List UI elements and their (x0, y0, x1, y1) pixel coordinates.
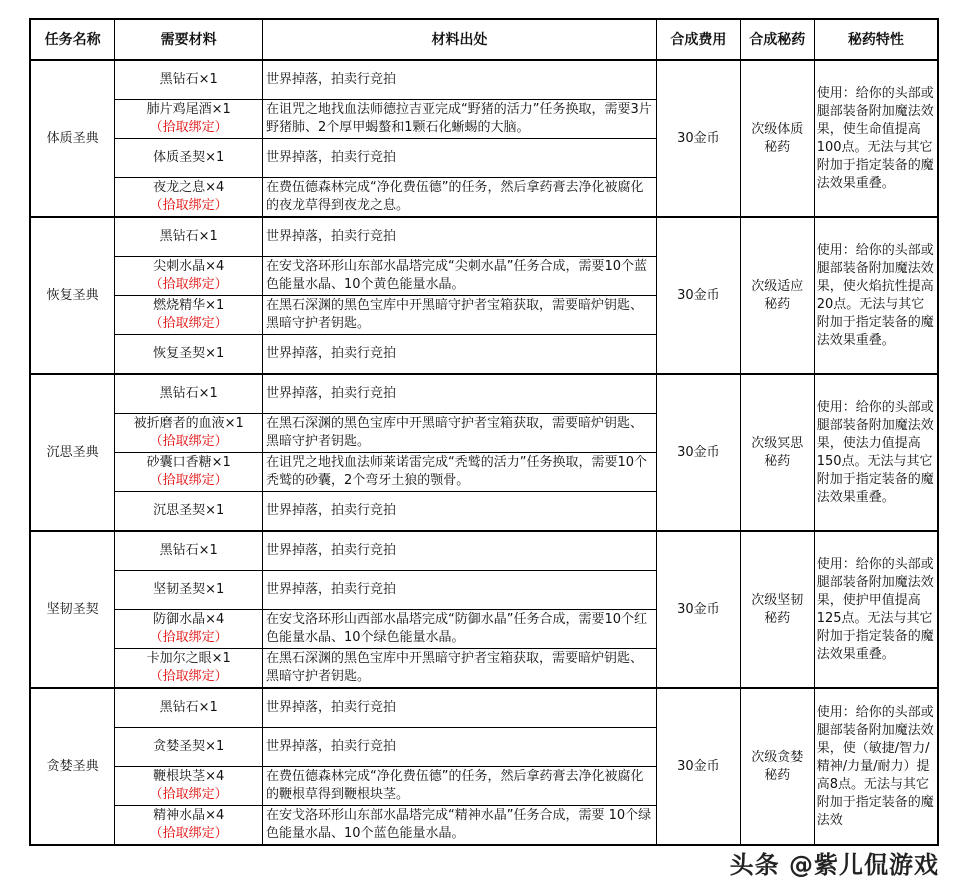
material-name: 防御水晶×4 (153, 612, 225, 627)
material-name: 沉思圣契×1 (153, 503, 225, 518)
material-cell (115, 453, 263, 492)
material-source: 世界掉落，拍卖行竞拍 (262, 728, 656, 767)
task-name: 体质圣典 (30, 60, 115, 217)
material-cell (115, 767, 263, 806)
bind-on-pickup-note: （拾取绑定） (149, 316, 228, 331)
material-name: 砂囊口香糖×1 (146, 455, 231, 470)
table-row (30, 60, 938, 100)
material-source: 在费伍德森林完成“净化费伍德”的任务，然后拿药膏去净化被腐化的夜龙草得到夜龙之息。 (262, 178, 656, 218)
material-name: 尖刺水晶×4 (153, 259, 225, 274)
potion-feature: 使用：给你的头部或腿部装备附加魔法效果，使（敏捷/智力/精神/力量/耐力）提高8点。无法与其它附加于指定装备的魔法效 (814, 688, 938, 845)
header-cost: 合成费用 (657, 19, 741, 60)
material-source: 世界掉落，拍卖行竞拍 (262, 374, 656, 414)
synthesis-cost: 30金币 (657, 60, 741, 217)
material-source: 世界掉落，拍卖行竞拍 (262, 60, 656, 100)
task-name: 坚韧圣契 (30, 531, 115, 688)
material-cell (115, 217, 263, 257)
holy-book-recipe-table (29, 18, 939, 846)
synthesis-cost: 30金币 (657, 531, 741, 688)
material-cell (115, 414, 263, 453)
bind-on-pickup-note: （拾取绑定） (149, 277, 228, 292)
table-row (30, 217, 938, 257)
material-cell (115, 531, 263, 571)
task-name: 贪婪圣典 (30, 688, 115, 845)
material-cell (115, 257, 263, 296)
bind-on-pickup-note: （拾取绑定） (149, 787, 228, 802)
table-row (30, 688, 938, 728)
potion-feature: 使用：给你的头部或腿部装备附加魔法效果，使护甲值提高125点。无法与其它附加于指定装备的魔法效果重叠。 (814, 531, 938, 688)
potion-name: 次级贪婪秘药 (740, 688, 814, 845)
material-cell (115, 296, 263, 335)
material-cell (115, 806, 263, 846)
material-cell (115, 688, 263, 728)
material-source: 在安戈洛环形山东部水晶塔完成“精神水晶”任务合成，需要 10个绿色能量水晶、10个蓝色能量水晶。 (262, 806, 656, 846)
material-source: 世界掉落，拍卖行竞拍 (262, 688, 656, 728)
potion-feature: 使用：给你的头部或腿部装备附加魔法效果，使法力值提高150点。无法与其它附加于指定装备的魔法效果重叠。 (814, 374, 938, 531)
potion-feature: 使用：给你的头部或腿部装备附加魔法效果，使生命值提高100点。无法与其它附加于指定装备的魔法效果重叠。 (814, 60, 938, 217)
material-cell (115, 610, 263, 649)
material-name: 黑钻石×1 (159, 543, 218, 558)
table-row (30, 374, 938, 414)
material-source: 世界掉落，拍卖行竞拍 (262, 571, 656, 610)
material-cell (115, 139, 263, 178)
material-name: 被折磨者的血液×1 (133, 416, 244, 431)
material-name: 夜龙之息×4 (153, 180, 225, 195)
material-name: 黑钻石×1 (159, 229, 218, 244)
potion-name: 次级冥思秘药 (740, 374, 814, 531)
material-name: 黑钻石×1 (159, 386, 218, 401)
material-source: 在安戈洛环形山东部水晶塔完成“尖刺水晶”任务合成，需要10个蓝色能量水晶、10个黄色能量水晶。 (262, 257, 656, 296)
material-cell (115, 728, 263, 767)
material-source: 在黑石深渊的黑色宝库中开黑暗守护者宝箱获取，需要暗炉钥匙、黑暗守护者钥匙。 (262, 414, 656, 453)
potion-name: 次级适应秘药 (740, 217, 814, 374)
header-materials: 需要材料 (115, 19, 263, 60)
table-row (30, 531, 938, 571)
bind-on-pickup-note: （拾取绑定） (149, 198, 228, 213)
header-row (30, 19, 938, 60)
potion-name: 次级体质秘药 (740, 60, 814, 217)
synthesis-cost: 30金币 (657, 688, 741, 845)
material-name: 恢复圣契×1 (153, 346, 225, 361)
material-name: 贪婪圣契×1 (153, 739, 225, 754)
material-source: 在安戈洛环形山西部水晶塔完成“防御水晶”任务合成，需要10个红色能量水晶、10个绿色能量水晶。 (262, 610, 656, 649)
material-cell (115, 335, 263, 375)
material-source: 在费伍德森林完成“净化费伍德”的任务，然后拿药膏去净化被腐化的鞭根草得到鞭根块茎。 (262, 767, 656, 806)
material-source: 在黑石深渊的黑色宝库中开黑暗守护者宝箱获取，需要暗炉钥匙、黑暗守护者钥匙。 (262, 296, 656, 335)
watermark: 头条 @紫儿侃游戏 (729, 851, 939, 879)
material-source: 在诅咒之地找血法师莱诺雷完成“秃鹫的活力”任务换取，需要10个秃鹫的砂囊，2个弯牙土狼的颚骨。 (262, 453, 656, 492)
header-source: 材料出处 (262, 19, 656, 60)
material-source: 在黑石深渊的黑色宝库中开黑暗守护者宝箱获取，需要暗炉钥匙、黑暗守护者钥匙。 (262, 649, 656, 689)
material-source: 在诅咒之地找血法师德拉吉亚完成“野猪的活力”任务换取，需要3片野猪肺、2个厚甲蝎螯和1颗石化蜥蜴的大脑。 (262, 100, 656, 139)
header-task: 任务名称 (30, 19, 115, 60)
material-name: 黑钻石×1 (159, 700, 218, 715)
bind-on-pickup-note: （拾取绑定） (149, 120, 228, 135)
material-cell (115, 60, 263, 100)
potion-name: 次级坚韧秘药 (740, 531, 814, 688)
header-feature: 秘药特性 (814, 19, 938, 60)
header-potion: 合成秘药 (740, 19, 814, 60)
bind-on-pickup-note: （拾取绑定） (149, 630, 228, 645)
material-name: 黑钻石×1 (159, 72, 218, 87)
synthesis-cost: 30金币 (657, 374, 741, 531)
bind-on-pickup-note: （拾取绑定） (149, 826, 228, 841)
material-source: 世界掉落，拍卖行竞拍 (262, 531, 656, 571)
material-cell (115, 178, 263, 218)
material-cell (115, 492, 263, 532)
material-source: 世界掉落，拍卖行竞拍 (262, 335, 656, 375)
potion-feature: 使用：给你的头部或腿部装备附加魔法效果，使火焰抗性提高20点。无法与其它附加于指定装备的魔法效果重叠。 (814, 217, 938, 374)
material-cell (115, 571, 263, 610)
material-cell (115, 374, 263, 414)
material-name: 肺片鸡尾酒×1 (146, 102, 231, 117)
task-name: 沉思圣典 (30, 374, 115, 531)
material-name: 体质圣契×1 (153, 150, 225, 165)
bind-on-pickup-note: （拾取绑定） (149, 473, 228, 488)
material-name: 鞭根块茎×4 (153, 769, 225, 784)
synthesis-cost: 30金币 (657, 217, 741, 374)
bind-on-pickup-note: （拾取绑定） (149, 669, 228, 684)
bind-on-pickup-note: （拾取绑定） (149, 434, 228, 449)
material-source: 世界掉落，拍卖行竞拍 (262, 139, 656, 178)
material-source: 世界掉落，拍卖行竞拍 (262, 217, 656, 257)
material-cell (115, 100, 263, 139)
material-name: 精神水晶×4 (153, 808, 225, 823)
material-cell (115, 649, 263, 689)
material-source: 世界掉落，拍卖行竞拍 (262, 492, 656, 532)
material-name: 卡加尔之眼×1 (146, 651, 231, 666)
material-name: 坚韧圣契×1 (153, 582, 225, 597)
material-name: 燃烧精华×1 (153, 298, 225, 313)
task-name: 恢复圣典 (30, 217, 115, 374)
